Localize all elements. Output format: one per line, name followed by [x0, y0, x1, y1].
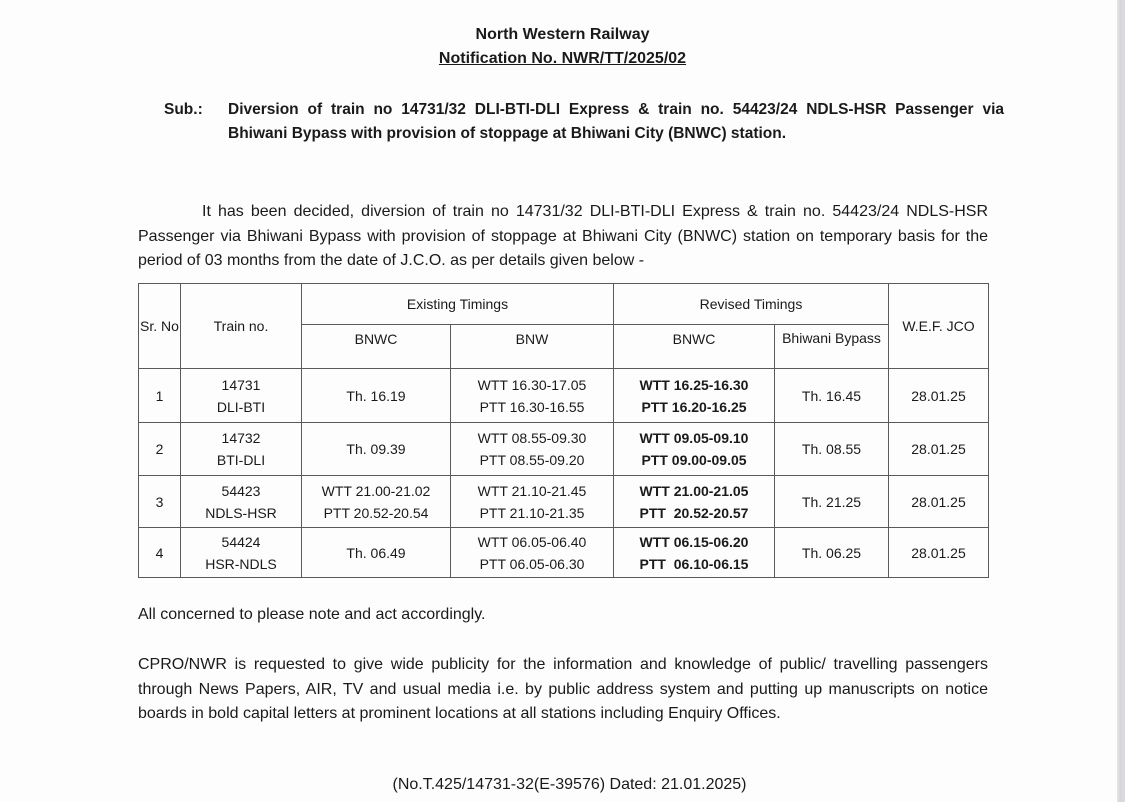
header-existing-timings: Existing Timings: [302, 284, 614, 325]
existing-bnw-cell: WTT 21.10-21.45 PTT 21.10-21.35: [451, 476, 614, 528]
wef-cell: 28.01.25: [889, 476, 989, 528]
timings-table: [138, 283, 989, 578]
train-cell: 54423 NDLS-HSR: [181, 476, 302, 528]
revised-bnwc-cell: WTT 16.25-16.30 PTT 16.20-16.25: [614, 369, 775, 423]
page-edge: [1117, 0, 1125, 802]
table-row: [139, 528, 989, 578]
table-row: [139, 423, 989, 476]
existing-bnw-cell: WTT 06.05-06.40 PTT 06.05-06.30: [451, 528, 614, 578]
existing-bnwc-cell: WTT 21.00-21.02 PTT 20.52-20.54: [302, 476, 451, 528]
revised-bnwc-cell: WTT 21.00-21.05 PTT 20.52-20.57: [614, 476, 775, 528]
publicity-paragraph: CPRO/NWR is requested to give wide publicity for the information and knowledge of public/ travelling passengers through News Papers, AIR, TV and usual media i.e. by public address system and putting up manuscripts on notice boards in bold capital letters at prominent locations at all stations including Enquiry Offices.: [138, 656, 988, 722]
existing-bnw-cell: WTT 16.30-17.05 PTT 16.30-16.55: [451, 369, 614, 423]
header-revised-bnwc: BNWC: [614, 325, 775, 369]
train-cell: 14731 DLI-BTI: [181, 369, 302, 423]
revised-bnwc-cell: WTT 06.15-06.20 PTT 06.10-06.15: [614, 528, 775, 578]
revised-bypass-cell: Th. 08.55: [775, 423, 889, 476]
subject-label: Sub.:: [164, 101, 203, 118]
sr-no-cell: 2: [139, 423, 181, 476]
revised-bypass-cell: Th. 21.25: [775, 476, 889, 528]
existing-bnwc-cell: Th. 16.19: [302, 369, 451, 423]
header-existing-bnw: BNW: [451, 325, 614, 369]
revised-bnwc-cell: WTT 09.05-09.10 PTT 09.00-09.05: [614, 423, 775, 476]
sr-no-cell: 1: [139, 369, 181, 423]
existing-bnwc-cell: Th. 06.49: [302, 528, 451, 578]
reference-line: (No.T.425/14731-32(E-39576) Dated: 21.01.2025): [392, 776, 747, 793]
header-existing-bnwc: BNWC: [302, 325, 451, 369]
organization-title: North Western Railway: [475, 26, 650, 43]
header-wef: W.E.F. JCO: [889, 284, 989, 369]
intro-paragraph: It has been decided, diversion of train no 14731/32 DLI-BTI-DLI Express & train no. 54423/24 NDLS-HSR Passenger via Bhiwani Bypass with provision of stoppage at Bhiwani City (BNWC) station on temporary basis for the period of 03 months from the date of J.C.O. as per details given below -: [138, 203, 988, 269]
train-cell: 54424 HSR-NDLS: [181, 528, 302, 578]
wef-cell: 28.01.25: [889, 528, 989, 578]
table-row: [139, 369, 989, 423]
header-revised-bypass: Bhiwani Bypass: [775, 325, 889, 369]
revised-bypass-cell: Th. 16.45: [775, 369, 889, 423]
table-row: [139, 476, 989, 528]
header-revised-timings: Revised Timings: [614, 284, 889, 325]
wef-cell: 28.01.25: [889, 423, 989, 476]
train-cell: 14732 BTI-DLI: [181, 423, 302, 476]
revised-bypass-cell: Th. 06.25: [775, 528, 889, 578]
wef-cell: 28.01.25: [889, 369, 989, 423]
note-paragraph: All concerned to please note and act accordingly.: [138, 606, 486, 623]
notification-number: Notification No. NWR/TT/2025/02: [438, 50, 687, 67]
sr-no-cell: 3: [139, 476, 181, 528]
sr-no-cell: 4: [139, 528, 181, 578]
subject-text: Diversion of train no 14731/32 DLI-BTI-DLI Express & train no. 54423/24 NDLS-HSR Passenger via Bhiwani Bypass with provision of stoppage at Bhiwani City (BNWC) station.: [228, 101, 1004, 142]
existing-bnwc-cell: Th. 09.39: [302, 423, 451, 476]
header-sr-no: Sr. No: [139, 284, 181, 369]
existing-bnw-cell: WTT 08.55-09.30 PTT 08.55-09.20: [451, 423, 614, 476]
header-train-no: Train no.: [181, 284, 302, 369]
